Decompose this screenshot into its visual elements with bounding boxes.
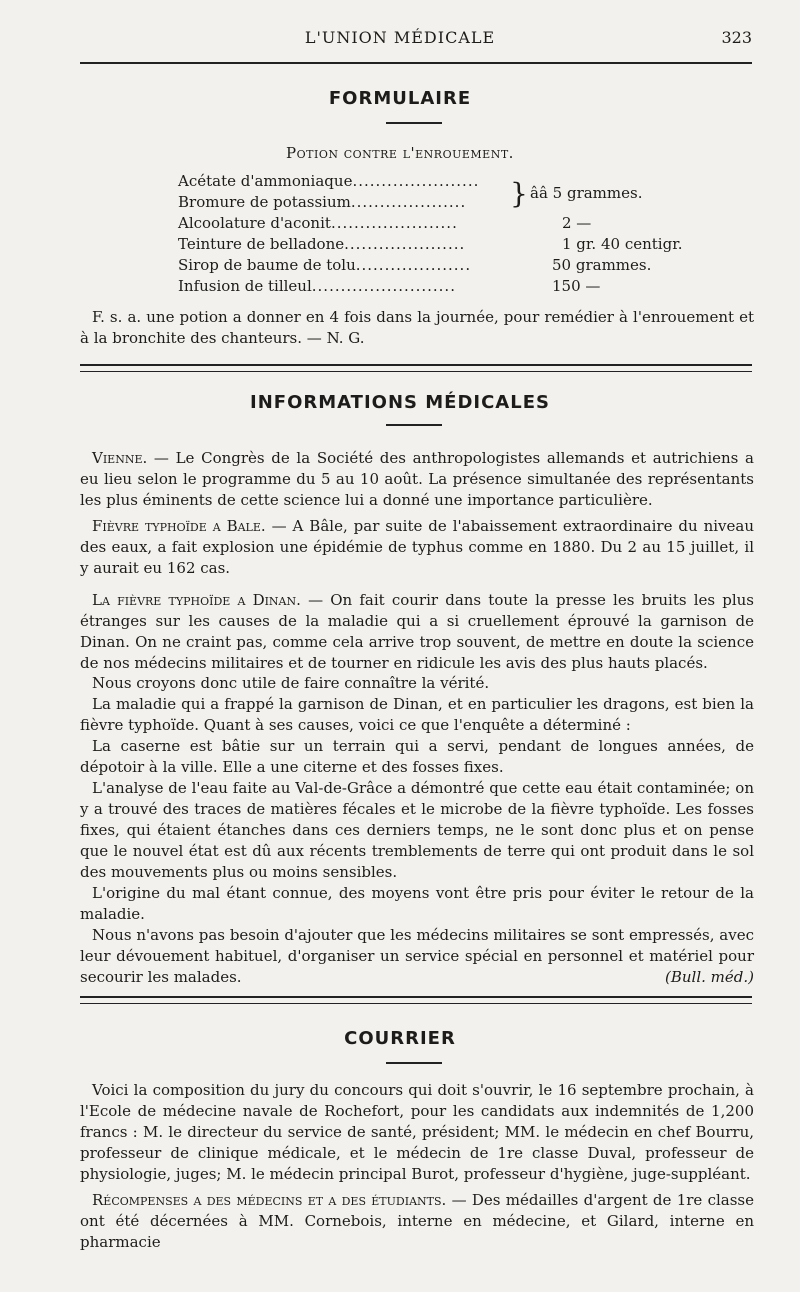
news-item-label: La fièvre typhoïde a Dinan. bbox=[92, 591, 301, 609]
ingredient-row bbox=[178, 256, 471, 274]
paragraph-text: Nous n'avons pas besoin d'ajouter que les médecins militaires se sont empressés, avec leur dévouement habituel, d'organiser un service spécial en personnel et matériel pour secourir les malades. bbox=[80, 926, 754, 986]
paragraph bbox=[80, 925, 754, 988]
quantity: 1 gr. 40 centigr. bbox=[562, 235, 683, 253]
news-item-label: Récompenses a des médecins et a des étudiants. bbox=[92, 1191, 447, 1209]
paragraph: Nous croyons donc utile de faire connaître la vérité. bbox=[92, 674, 490, 692]
quantity: 2 — bbox=[562, 214, 592, 232]
section-divider bbox=[80, 996, 752, 1004]
ingredient-row bbox=[178, 172, 479, 190]
ingredient-name: Teinture de belladone bbox=[178, 235, 345, 253]
recipe-title: Potion contre l'enrouement. bbox=[286, 144, 514, 162]
section-heading-informations: INFORMATIONS MÉDICALES bbox=[250, 392, 550, 413]
news-item-dinan bbox=[80, 590, 754, 674]
news-item-text: — Le Congrès de la Société des anthropologistes allemands et autrichiens a eu lieu selon le programme du 5 au 10 août. La présence simultanée des représentants les plus éminents de cette science lui a donné une importance particulière. bbox=[80, 449, 754, 509]
ingredient-row bbox=[178, 214, 458, 232]
quantity: 150 — bbox=[552, 277, 601, 295]
paragraph: L'origine du mal étant connue, des moyens vont être pris pour éviter le retour de la maladie. bbox=[80, 884, 754, 923]
ingredient-row bbox=[178, 193, 466, 211]
ingredient-row bbox=[178, 235, 465, 253]
news-item-recompenses bbox=[80, 1190, 754, 1253]
ingredient-name: Acétate d'ammoniaque bbox=[178, 172, 353, 190]
section-heading-formulaire: FORMULAIRE bbox=[328, 88, 472, 109]
section-underline bbox=[386, 122, 442, 124]
news-item-vienne bbox=[80, 448, 754, 511]
paragraph: Voici la composition du jury du concours qui doit s'ouvrir, le 16 septembre prochain, à l'Ecole de médecine navale de Rochefort, pour les candidats aux indemnités de 1,200 francs : M. le directeur du service de santé, président; MM. le médecin en chef Bourru, professeur de clinique médicale, et le médecin de 1re classe Duval, professeur de physiologie, juges; M. le médecin principal Burot, professeur d'hygiène, juge-suppléant. bbox=[80, 1081, 754, 1183]
leader-dots: ...................... bbox=[352, 172, 480, 190]
ingredient-name: Sirop de baume de tolu bbox=[178, 256, 356, 274]
section-divider bbox=[80, 364, 752, 372]
paragraph: La maladie qui a frappé la garnison de Dinan, et en particulier les dragons, est bien la fièvre typhoïde. Quant à ses causes, voici ce que l'enquête a déterminé : bbox=[80, 695, 754, 734]
ingredient-row bbox=[178, 277, 456, 295]
ingredient-name: Infusion de tilleul bbox=[178, 277, 312, 295]
news-item-label: Fièvre typhoïde a Bale. bbox=[92, 517, 266, 535]
running-header-title: L'UNION MÉDICALE bbox=[304, 28, 496, 47]
news-item-label: Vienne. bbox=[92, 449, 148, 467]
brace-symbol: } bbox=[510, 177, 528, 210]
leader-dots: ..................... bbox=[344, 235, 466, 253]
section-heading-courrier: COURRIER bbox=[344, 1028, 456, 1049]
paragraph: La caserne est bâtie sur un terrain qui a servi, pendant de longues années, de dépotoir à la ville. Elle a une citerne et des fosses fixes. bbox=[80, 737, 754, 776]
news-item-text: — On fait courir dans toute la presse les bruits les plus étranges sur les causes de la maladie qui a si cruellement éprouvé la garnison de Dinan. On ne craint pas, comme cela arrive trop souvent, de mettre en doute la science de nos médecins militaires et de tourner en ridicule les avis des plus hauts placés. bbox=[80, 591, 755, 672]
ingredient-name: Alcoolature d'aconit bbox=[178, 214, 331, 232]
leader-dots: .................... bbox=[355, 256, 472, 274]
leader-dots: .................... bbox=[350, 193, 467, 211]
header-rule bbox=[80, 62, 752, 64]
quantity: 50 grammes. bbox=[552, 256, 652, 274]
recipe-instructions: F. s. a. une potion a donner en 4 fois dans la journée, pour remédier à l'enrouement et à la bronchite des chanteurs. — N. G. bbox=[80, 308, 754, 347]
news-item-bale bbox=[80, 516, 754, 579]
paragraph: L'analyse de l'eau faite au Val-de-Grâce a démontré que cette eau était contaminée; on y a trouvé des traces de matières fécales et le microbe de la fièvre typhoïde. Les fosses fixes, qui étaient étanches dans ces derniers temps, ne le sont donc plus et on pense que le nouvel état est dû aux récents tremblements de terre qui ont produit dans le sol des mouvements plus ou moins sensibles. bbox=[80, 779, 754, 881]
source-citation: (Bull. méd.) bbox=[665, 968, 754, 986]
leader-dots: ...................... bbox=[330, 214, 458, 232]
leader-dots: ......................... bbox=[311, 277, 456, 295]
news-item-text: — Des médailles d'argent de 1re classe ont été décernées à MM. Cornebois, interne en médecine, et Gilard, interne en pharmacie bbox=[80, 1191, 754, 1251]
page-number: 323 bbox=[721, 28, 752, 47]
section-underline bbox=[386, 424, 442, 426]
shared-quantity: ââ 5 grammes. bbox=[530, 184, 643, 202]
section-underline bbox=[386, 1062, 442, 1064]
ingredient-name: Bromure de potassium bbox=[178, 193, 351, 211]
news-item-text: — A Bâle, par suite de l'abaissement extraordinaire du niveau des eaux, a fait explosion une épidémie de typhus comme en 1880. Du 2 au 15 juillet, il y aurait eu 162 cas. bbox=[80, 517, 754, 577]
